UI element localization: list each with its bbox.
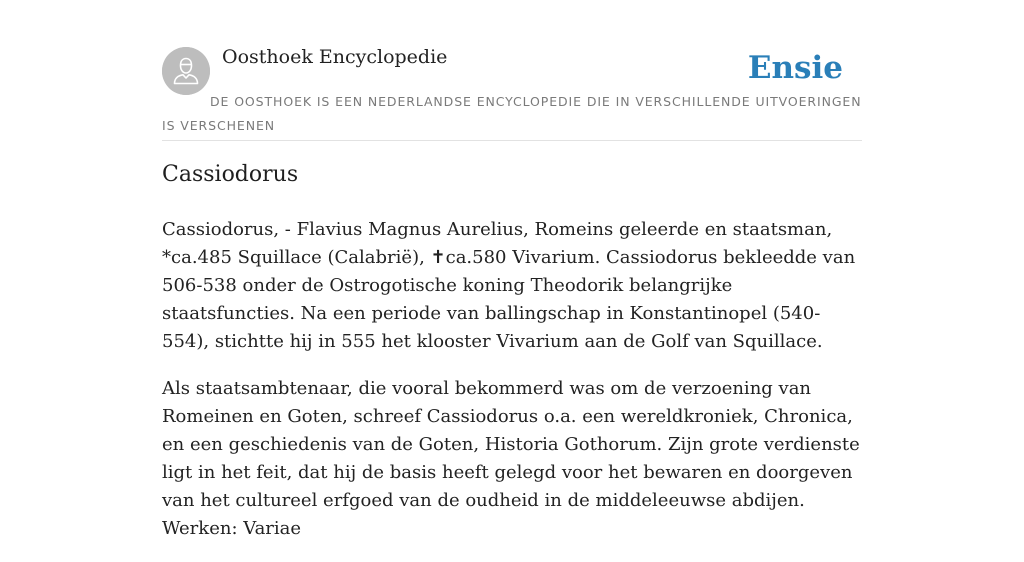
article-title: Cassiodorus — [162, 162, 299, 187]
ensie-logo[interactable]: Ensie — [747, 50, 843, 86]
source-header — [162, 0, 862, 141]
article-paragraph: Als staatsambtenaar, die vooral bekommerd was om de verzoening van Romeinen en Goten, schreef Cassiodorus o.a. een wereldkroniek, Chronica, en een geschiedenis van de Goten, Historia Gothorum. Zijn grote verdienste ligt in het feit, dat hij de basis heeft gelegd voor het bewaren en doorgeven van het cultureel erfgoed van de oudheid in de middeleeuwse abdijen. Werken: Variae — [162, 378, 860, 539]
source-name[interactable]: Oosthoek Encyclopedie — [222, 46, 448, 68]
article-paragraph: Cassiodorus, - Flavius Magnus Aurelius, Romeins geleerde en staatsman, *ca.485 Squillace (Calabrië), ✝ca.580 Vivarium. Cassiodorus bekleedde van 506-538 onder de Ostrogotische koning Theodorik belangrijke staatsfuncties. Na een periode van ballingschap in Konstantinopel (540-554), stichtte hij in 555 het klooster Vivarium aan de Golf van Squillace. — [162, 219, 856, 352]
article-page — [162, 0, 862, 539]
article-body — [162, 216, 862, 562]
source-description: DE OOSTHOEK IS EEN NEDERLANDSE ENCYCLOPEDIE DIE IN VERSCHILLENDE UITVOERINGEN IS VERSCHENEN — [162, 94, 862, 133]
user-avatar-icon[interactable] — [162, 47, 210, 95]
